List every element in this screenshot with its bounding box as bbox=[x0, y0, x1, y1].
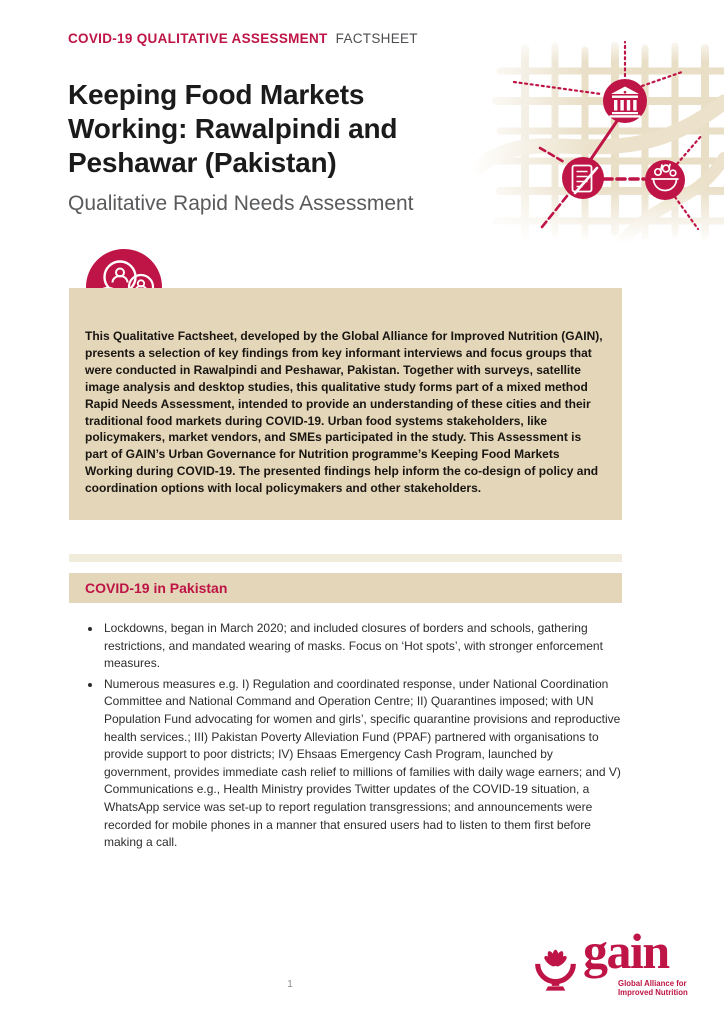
page-title: Keeping Food Markets Working: Rawalpindi and Peshawar (Pakistan) bbox=[68, 79, 398, 178]
gain-wheat-bowl-emblem bbox=[533, 947, 578, 991]
eyebrow bbox=[68, 31, 418, 46]
gain-tagline bbox=[618, 979, 688, 997]
gain-tagline-line2: Improved Nutrition bbox=[618, 988, 688, 997]
section-heading: COVID-19 in Pakistan bbox=[85, 580, 228, 596]
intro-panel bbox=[69, 288, 622, 520]
gain-logo bbox=[533, 923, 688, 999]
section-bullets bbox=[70, 620, 622, 855]
page-subtitle: Qualitative Rapid Needs Assessment bbox=[68, 192, 414, 215]
eyebrow-rest: FACTSHEET bbox=[335, 31, 418, 46]
bullet-item: • Lockdowns, began in March 2020; and included closures of borders and schools, gathering restrictions, and mandated wearing of masks. Focus on ‘Hot spots’, with stronger enforcement measures. bbox=[102, 620, 622, 673]
bullet-item: • Numerous measures e.g. I) Regulation and coordinated response, under National Coordination Committee and National Command and Operation Centre; II) Quarantines imposed; with UN Population Fund advocating for women and girls’, specific quarantine provisions and reproductive health services.; III) Pakistan Poverty Alleviation Fund (PPAF) partnered with organisations to provide support to poor districts; IV) Ehsaas Emergency Cash Program, launched by government, provides immediate cash relief to millions of families with daily wage earners; and V) Communications e.g., Health Ministry provides Twitter updates of the COVID-19 situation, a WhatsApp service was set-up to report regulation transgressions; and announcements were recorded for mobile phones in a manner that ensured users had to listen to them first before making a call. bbox=[102, 676, 622, 852]
city-map-graphic bbox=[470, 36, 724, 244]
page-number: 1 bbox=[287, 979, 293, 990]
intro-paragraph: This Qualitative Factsheet, developed by the Global Alliance for Improved Nutrition (GAIN), presents a selection of key findings from key informant interviews and focus groups that were conducted in Rawalpindi and Peshawar, Pakistan. Together with surveys, satellite image analysis and desktop studies, this qualitative study forms part of a mixed method Rapid Needs Assessment, intended to provide an understanding of these cities and their traditional food markets during COVID-19. Urban food systems stakeholders, like policymakers, market vendors, and SMEs participated in the study. This Assessment is part of GAIN’s Urban Governance for Nutrition programme’s Keeping Food Markets Working during COVID-19. The presented findings help inform the co-design of policy and coordination options with local policymakers and other stakeholders. bbox=[85, 329, 603, 496]
section-banner bbox=[69, 573, 622, 603]
gain-wordmark: gain bbox=[583, 923, 669, 979]
divider-strip bbox=[69, 554, 622, 562]
eyebrow-highlight: COVID-19 QUALITATIVE ASSESSMENT bbox=[68, 31, 328, 46]
survey-notepad-icon bbox=[562, 157, 604, 199]
food-bowl-icon bbox=[645, 160, 685, 200]
gain-tagline-line1: Global Alliance for bbox=[618, 979, 687, 988]
institution-icon bbox=[603, 79, 647, 123]
